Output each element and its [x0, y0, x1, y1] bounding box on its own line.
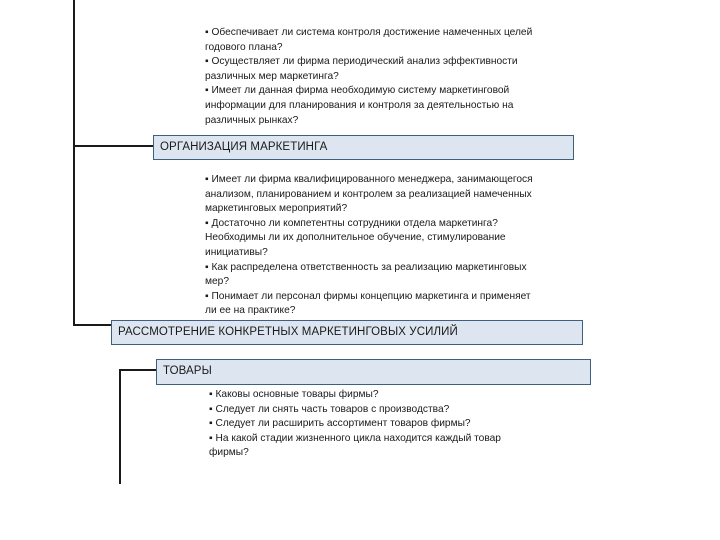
list-item: ▪ Следует ли расширить ассортимент товаров фирмы?: [209, 418, 471, 430]
box-label: ОРГАНИЗАЦИЯ МАРКЕТИНГА: [160, 140, 328, 153]
list-item: ▪ Достаточно ли компетентны сотрудники отдела маркетинга? Необходимы ли их дополнительное обучение, стимулирование инициативы?: [205, 217, 506, 258]
box-label: ТОВАРЫ: [163, 365, 212, 378]
specific-marketing-efforts-box: [111, 320, 583, 345]
list-item: ▪ Каковы основные товары фирмы?: [209, 389, 379, 400]
control-questions-list: [205, 26, 550, 128]
products-questions-list: [209, 388, 539, 461]
connector-to-products: [119, 369, 156, 371]
main-vertical-connector: [73, 0, 75, 326]
box-label: РАССМОТРЕНИЕ КОНКРЕТНЫХ МАРКЕТИНГОВЫХ УСИЛИЙ: [118, 325, 458, 338]
organization-of-marketing-box: [153, 135, 574, 160]
connector-to-specific-efforts: [73, 324, 111, 326]
list-item: ▪ На какой стадии жизненного цикла находится каждый товар фирмы?: [209, 432, 501, 459]
connector-to-organization: [73, 145, 153, 147]
products-box: [156, 359, 591, 385]
list-item: ▪ Следует ли снять часть товаров с производства?: [209, 403, 450, 415]
products-vertical-connector: [119, 369, 121, 484]
list-item: ▪ Как распределена ответственность за реализацию маркетинговых мер?: [205, 261, 527, 288]
list-item: ▪ Понимает ли персонал фирмы концепцию маркетинга и применяет ли ее на практике?: [205, 290, 531, 317]
list-item: ▪ Имеет ли данная фирма необходимую систему маркетинговой информации для планирования и контроля за деятельностью на различных рынках?: [205, 85, 514, 126]
list-item: ▪ Обеспечивает ли система контроля достижение намеченных целей годового плана?: [205, 27, 533, 53]
list-item: ▪ Имеет ли фирма квалифицированного менеджера, занимающегося анализом, планированием и контролем за реализацией намеченных маркетинговых мероприятий?: [205, 174, 533, 215]
list-item: ▪ Осуществляет ли фирма периодический анализ эффективности различных мер маркетинга?: [205, 56, 518, 82]
organization-questions-list: [205, 173, 545, 319]
